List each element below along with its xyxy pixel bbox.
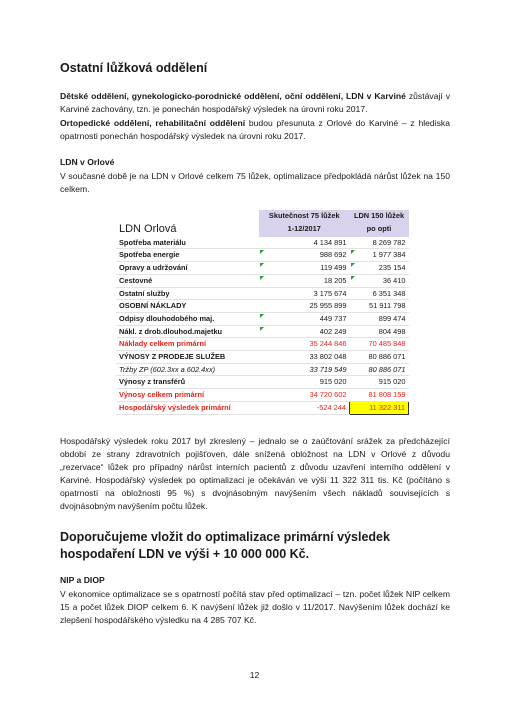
row-value-1: 35 244 846 (259, 338, 350, 351)
paragraph-departments-bold: Dětské oddělení, gynekologicko-porodnické oddělení, oční oddělení, LDN v Karviné (60, 91, 406, 101)
row-value-1: -524 244 (259, 401, 350, 414)
row-value-2: 8 269 782 (350, 237, 409, 249)
comment-marker-icon (351, 263, 355, 267)
table-row (116, 300, 409, 313)
comment-marker-icon (260, 263, 264, 267)
row-value-1: 988 692 (259, 249, 350, 262)
row-value-1: 402 249 (259, 325, 350, 338)
nip-text: V ekonomice optimalizace se s opatrností počítá stav před optimalizací – tzn. počet lůžek NIP celkem 15 a počet lůžek DIOP celkem 6. K navýšení lůžek již došlo v 11/2017. Navýšením lůžek dochází ke zlepšení hospodářského výsledku na 4 285 707 Kč. (60, 589, 450, 625)
row-label: Výnosy celkem primární (116, 389, 259, 402)
row-label: Náklady celkem primární (116, 338, 259, 351)
row-value-2: 36 410 (350, 274, 409, 287)
row-value-2: 81 808 159 (350, 389, 409, 402)
comment-marker-icon (260, 250, 264, 254)
row-label: Tržby ZP (602.3xx a 602.4xx) (116, 363, 259, 376)
table-row (116, 338, 409, 351)
row-value-1: 449 737 (259, 312, 350, 325)
row-value-1: 33 719 549 (259, 363, 350, 376)
row-label: Nákl. z drob.dlouhod.majetku (116, 325, 259, 338)
nip-heading: NIP a DIOP (60, 575, 105, 585)
row-value-2: 899 474 (350, 312, 409, 325)
ldn-table (116, 210, 409, 415)
comment-marker-icon (260, 314, 264, 318)
row-label: Ostatní služby (116, 287, 259, 300)
row-value-1: 3 175 674 (259, 287, 350, 300)
table-row (116, 363, 409, 376)
paragraph-departments-text: zůstávají v Karviné zachovány, tzn. je ponechán hospodářský výsledek na úrovni roku 2017. (60, 91, 450, 114)
table-header-empty (116, 210, 259, 222)
row-value-2: 6 351 348 (350, 287, 409, 300)
table-row (116, 351, 409, 364)
row-label: VÝNOSY Z PRODEJE SLUŽEB (116, 351, 259, 364)
table-row (116, 249, 409, 262)
table-row (116, 376, 409, 389)
table-title-row (116, 222, 409, 237)
ldn-text: V současné době je na LDN v Orlové celkem 75 lůžek, optimalizace předpokládá nárůst lůžek na 150 celkem. (60, 171, 450, 194)
row-label: Cestovné (116, 274, 259, 287)
row-value-1: 4 134 891 (259, 237, 350, 249)
recommendation-heading: Doporučujeme vložit do optimalizace primární výsledek hospodaření LDN ve výši + 10 000 000 Kč. (60, 530, 390, 561)
comment-marker-icon (260, 327, 264, 331)
table-row (116, 325, 409, 338)
row-label: Odpisy dlouhodobého maj. (116, 312, 259, 325)
row-value-2: 11 322 311 (350, 401, 409, 414)
page-number: 12 (249, 670, 260, 680)
ldn-heading: LDN v Orlové (60, 157, 115, 167)
col1-subheader: 1-12/2017 (259, 222, 350, 237)
row-value-2: 70 485 848 (350, 338, 409, 351)
col2-subheader: po opti (350, 222, 409, 237)
comment-marker-icon (351, 250, 355, 254)
row-value-2: 1 977 384 (350, 249, 409, 262)
table-row (116, 274, 409, 287)
col1-header: Skutečnost 75 lůžek (259, 210, 350, 222)
paragraph-departments (60, 90, 450, 116)
paragraph-ortho-text: budou přesunuta z Orlové do Karviné – z hlediska opatrnosti ponechán hospodářský výsledek na úrovni roku 2017. (60, 118, 450, 141)
paragraph-result: Hospodářský výsledek roku 2017 byl zkreslený – jednalo se o zaúčtování srážek za předcházející období ze strany zdravotních pojišťoven, dále snížená obložnost na LDN v Orlové z důvodu „rezervace“ lůžek pro případný nárůst interních pacientů z důvodu uzavření interního oddělení v Karviné. Hospodářský výsledek po optimalizaci je očekáván ve výši 11 322 311 tis. Kč (počítáno s opatrností na obložnosti 95 %) s dvojnásobným navýšením všech nákladů souvisejících s dvojnásobným navýšením počtu lůžek. (60, 436, 450, 511)
row-value-1: 34 720 602 (259, 389, 350, 402)
row-label: Výnosy z transférů (116, 376, 259, 389)
table-row (116, 401, 409, 414)
row-value-2: 915 020 (350, 376, 409, 389)
comment-marker-icon (260, 276, 264, 280)
section-heading: Ostatní lůžková oddělení (60, 61, 208, 75)
row-label: Hospodářský výsledek primární (116, 401, 259, 414)
row-label: Spotřeba energie (116, 249, 259, 262)
row-label: Spotřeba materiálu (116, 237, 259, 249)
row-value-2: 235 154 (350, 262, 409, 275)
paragraph-ortho (60, 117, 450, 143)
table-row (116, 312, 409, 325)
row-value-1: 33 802 048 (259, 351, 350, 364)
row-value-2: 80 886 071 (350, 351, 409, 364)
col2-header: LDN 150 lůžek (350, 210, 409, 222)
table-title: LDN Orlová (119, 222, 177, 235)
table-header-row (116, 210, 409, 222)
paragraph-ortho-bold: Ortopedické oddělení, rehabilitační oddělení (60, 118, 246, 128)
table-row (116, 287, 409, 300)
row-label: OSOBNÍ NÁKLADY (116, 300, 259, 313)
row-value-1: 25 955 899 (259, 300, 350, 313)
table-row (116, 237, 409, 249)
table-row (116, 389, 409, 402)
row-value-2: 804 498 (350, 325, 409, 338)
row-label: Opravy a udržování (116, 262, 259, 275)
comment-marker-icon (351, 276, 355, 280)
row-value-1: 18 205 (259, 274, 350, 287)
row-value-1: 915 020 (259, 376, 350, 389)
row-value-2: 80 886 071 (350, 363, 409, 376)
row-value-2: 51 911 798 (350, 300, 409, 313)
row-value-1: 119 499 (259, 262, 350, 275)
table-row (116, 262, 409, 275)
